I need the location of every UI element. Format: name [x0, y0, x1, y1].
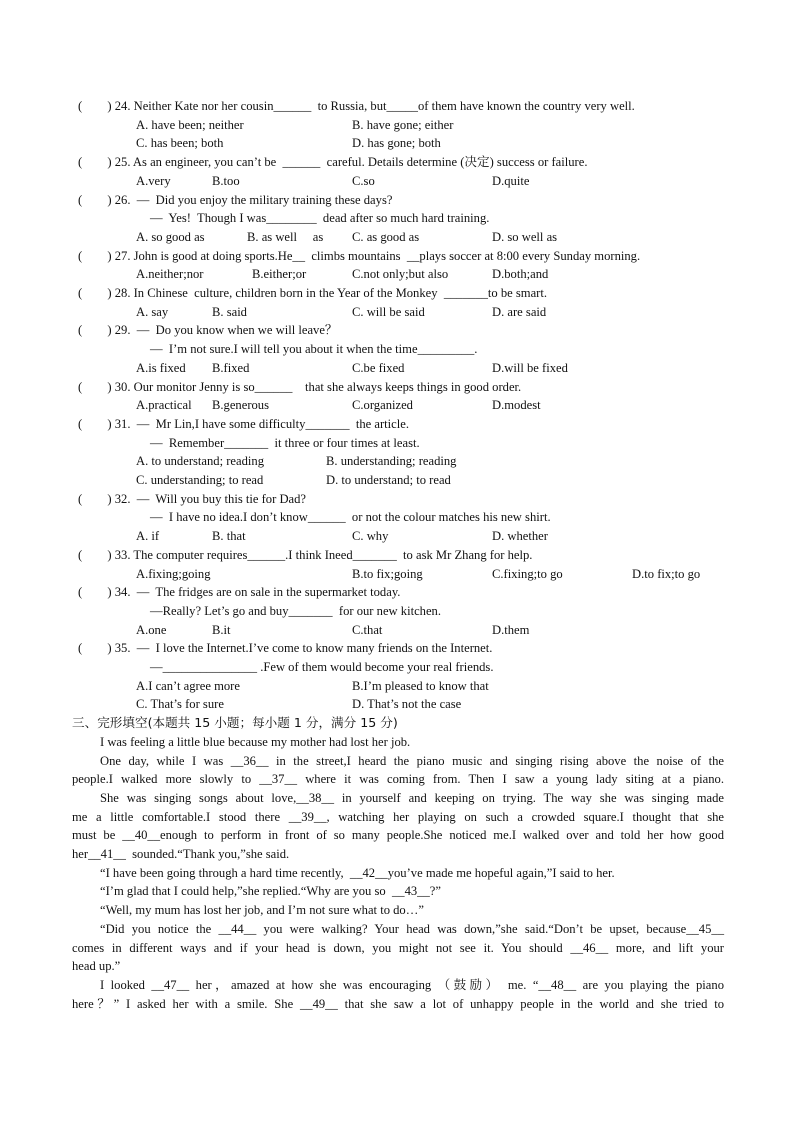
question-stem: ( ) 25. As an engineer, you can’t be ______ careful. Details determine (决定) success or failure.	[78, 155, 588, 170]
passage-line: She was singing songs about love,__38__ in yourself and keeping on trying. The way she was singing made	[100, 790, 724, 805]
answer-option: B. understanding; reading	[326, 454, 457, 469]
answer-option: B. said	[212, 304, 247, 319]
answer-option: D. That’s not the case	[352, 697, 462, 712]
answer-option: A.neither;nor	[136, 267, 204, 282]
answer-option: B. as well as	[247, 229, 324, 244]
answer-option: C.so	[352, 173, 375, 188]
answer-option: A. so good as	[136, 229, 205, 244]
question-dialog-line: — Remember_______ it three or four times at least.	[150, 435, 420, 450]
question-stem: ( ) 34. — The fridges are on sale in the supermarket today.	[78, 585, 401, 600]
passage-line: her__41__ sounded.“Thank you,”she said.	[72, 847, 290, 861]
question-stem: ( ) 24. Neither Kate nor her cousin______ to Russia, but_____of them have known the country very well.	[78, 99, 635, 113]
question-dialog-line: — Yes! Though I was________ dead after so much hard training.	[150, 211, 490, 226]
answer-option: B. that	[212, 529, 246, 544]
answer-option: B.generous	[212, 398, 270, 413]
answer-option: D.quite	[492, 173, 530, 188]
answer-option: B.to fix;going	[352, 566, 423, 581]
answer-option: D. whether	[492, 529, 548, 544]
question-dialog-line: — I have no idea.I don’t know______ or not the colour matches his new shirt.	[150, 510, 551, 525]
passage-line: people.I walked more slowly to __37__ where it was coming from. Then I saw a young lady siting at a piano.	[72, 772, 724, 787]
answer-option: D.them	[492, 622, 530, 637]
answer-option: D.will be fixed	[492, 360, 568, 375]
answer-option: C.fixing;to go	[492, 566, 563, 581]
passage-line: “Well, my mum has lost her job, and I’m not sure what to do…”	[100, 903, 424, 918]
answer-option: D.both;and	[492, 267, 549, 282]
answer-option: C.that	[352, 622, 383, 637]
question-stem: ( ) 26. — Did you enjoy the military training these days?	[78, 192, 393, 207]
answer-option: A.practical	[136, 398, 192, 413]
answer-option: C. as good as	[352, 229, 420, 244]
answer-option: C. why	[352, 529, 389, 544]
answer-option: C.be fixed	[352, 360, 405, 375]
answer-option: B.too	[212, 173, 240, 188]
answer-option: D. to understand; to read	[326, 473, 451, 487]
passage-line: head up.”	[72, 959, 121, 974]
answer-option: D. has gone; both	[352, 136, 441, 151]
answer-option: A.one	[136, 622, 167, 637]
question-stem: ( ) 29. — Do you know when we will leave？	[78, 323, 338, 338]
question-stem: ( ) 33. The computer requires______.I think Ineed_______ to ask Mr Zhang for help.	[78, 547, 533, 562]
passage-line: I looked __47__ her，amazed at how she was encouraging （鼓励） me. “__48__ are you playing the piano	[100, 977, 724, 992]
answer-option: D.to fix;to go	[632, 566, 701, 581]
section-title: 三、完形填空(本题共 15 小题；每小题 1 分，满分 15 分)	[72, 715, 398, 731]
passage-line: comes in different ways and if your head is down, you might not see it. You should __46__ more, and lift your	[72, 940, 724, 955]
passage-line: me a little comfortable.I stood there __39__, watching her playing on such a crowded square.I thought that she	[72, 809, 724, 824]
answer-option: B. have gone; either	[352, 117, 454, 132]
answer-option: C.organized	[352, 398, 413, 413]
answer-option: A. if	[136, 529, 160, 544]
answer-option: A. have been; neither	[136, 117, 244, 132]
question-stem: ( ) 27. John is good at doing sports.He__ climbs mountains __plays soccer at 8:00 every Sunday morning.	[78, 248, 641, 263]
answer-option: D. so well as	[492, 229, 558, 244]
answer-option: A.is fixed	[136, 360, 186, 375]
answer-option: A.I can’t agree more	[136, 678, 240, 693]
answer-option: D. are said	[492, 304, 547, 319]
answer-option: A.fixing;going	[136, 566, 211, 581]
question-stem: ( ) 35. — I love the Internet.I’ve come to know many friends on the Internet.	[78, 641, 493, 656]
question-dialog-line: —Really? Let’s go and buy_______ for our new kitchen.	[150, 603, 441, 618]
answer-option: C. will be said	[352, 304, 425, 319]
answer-option: B.either;or	[252, 267, 307, 282]
passage-line: “Did you notice the __44__ you were walking? Your head was down,”she said.“Don’t be upset, because__45__	[100, 921, 724, 936]
answer-option: B.I’m pleased to know that	[352, 678, 489, 693]
answer-option: B.it	[212, 622, 231, 637]
question-stem: ( ) 30. Our monitor Jenny is so______ that she always keeps things in good order.	[78, 379, 522, 394]
passage-line: here？” I asked her with a smile. She __49__ that she saw a lot of unhappy people in the world and she tried to	[72, 996, 724, 1011]
question-dialog-line: —_______________ .Few of them would become your real friends.	[150, 660, 494, 674]
passage-line: “I have been going through a hard time recently, __42__you’ve made me hopeful again,”I said to her.	[100, 865, 615, 880]
question-stem: ( ) 32. — Will you buy this tie for Dad?	[78, 491, 307, 506]
passage-line: “I’m glad that I could help,”she replied.“Why are you so __43__?”	[100, 884, 441, 899]
question-dialog-line: — I’m not sure.I will tell you about it when the time_________.	[150, 342, 478, 357]
answer-option: C. understanding; to read	[136, 473, 264, 487]
passage-line: I was feeling a little blue because my mother had lost her job.	[100, 734, 411, 749]
passage-line: One day, while I was __36__ in the street,I heard the piano music and singing rising above the noise of the	[100, 753, 724, 768]
answer-option: D.modest	[492, 398, 541, 413]
question-stem: ( ) 31. — Mr Lin,I have some difficulty_______ the article.	[78, 416, 409, 431]
answer-option: C. has been; both	[136, 136, 224, 151]
answer-option: C. That’s for sure	[136, 697, 224, 712]
answer-option: A. to understand; reading	[136, 454, 265, 469]
answer-option: A.very	[136, 173, 171, 188]
passage-line: must be __40__enough to perform in front of so many people.She noticed me.I walked over and told her how good	[72, 828, 724, 843]
answer-option: A. say	[136, 304, 169, 319]
question-stem: ( ) 28. In Chinese culture, children born in the Year of the Monkey _______to be smart.	[78, 286, 548, 300]
answer-option: B.fixed	[212, 360, 250, 375]
answer-option: C.not only;but also	[352, 267, 449, 282]
